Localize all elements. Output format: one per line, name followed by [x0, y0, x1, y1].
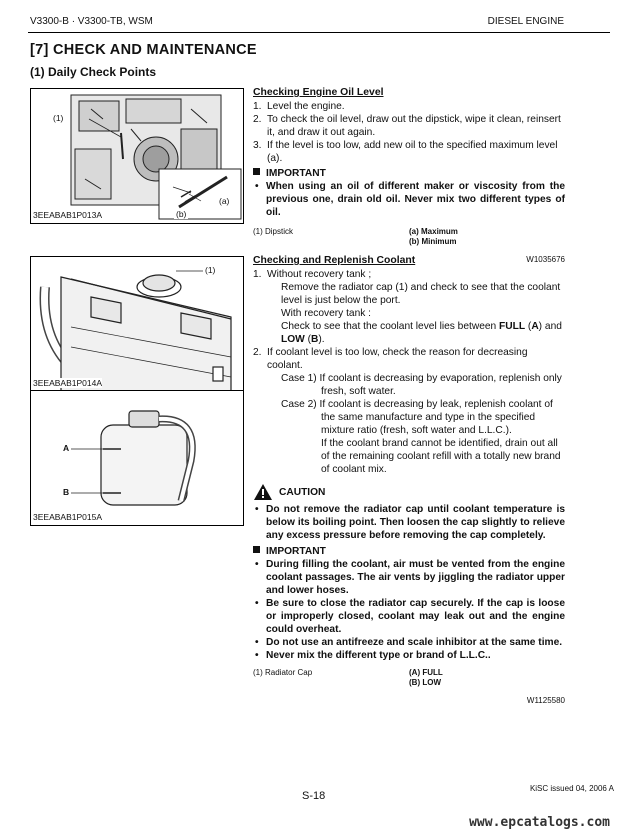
coolant-legend: [253, 666, 565, 692]
figure-code: 3EEABAB1P015A: [33, 512, 102, 522]
tank-illustration: [31, 391, 243, 525]
figure-code: 3EEABAB1P013A: [33, 210, 102, 220]
callout-1: (1): [205, 265, 216, 275]
coolant-section: [253, 254, 565, 707]
legend-low: (B) LOW: [409, 678, 441, 687]
oil-legend: [253, 225, 565, 251]
important-item: • Never mix the different type or brand of L.L.C..: [253, 649, 565, 662]
caution-heading: CAUTION: [253, 486, 565, 503]
figure-code: 3EEABAB1P014A: [33, 378, 102, 388]
important-item: • During filling the coolant, air must be vented from the engine coolant passages. The air vents by jiggling the radiator upper and lower hoses.: [253, 558, 565, 597]
square-bullet-icon: [253, 168, 260, 175]
legend-minimum: (b) Minimum: [409, 237, 457, 246]
square-bullet-icon: [253, 546, 260, 553]
header-rule: [28, 32, 610, 33]
watermark: www.epcatalogs.com: [469, 815, 610, 830]
callout-a: (a): [219, 196, 230, 206]
important-item: • Do not use an antifreeze and scale inhibitor at the same time.: [253, 636, 565, 649]
legend-full: (A) FULL: [409, 668, 443, 677]
oil-section: [253, 86, 565, 266]
header-right: DIESEL ENGINE: [487, 16, 564, 27]
label-full-a: A: [63, 443, 70, 453]
coolant-title: Checking and Replenish Coolant: [253, 255, 416, 266]
recovery-tank-figure: [30, 390, 244, 526]
page-title: [7] CHECK AND MAINTENANCE: [30, 42, 257, 58]
coolant-important-heading: IMPORTANT: [253, 545, 565, 558]
oil-title: Checking Engine Oil Level: [253, 87, 384, 98]
page-number: S-18: [302, 790, 326, 802]
oil-steps: [253, 100, 565, 165]
oil-step: 2. To check the oil level, draw out the dipstick, wipe it clean, reinsert it, and draw it out again.: [253, 114, 561, 138]
coolant-step-1: 1. Without recovery tank ; Remove the radiator cap (1) and check to see that the coolant level is just below the port. With recovery tank : Check to see that the coolant level lies between FULL (A) and LOW (B).: [253, 269, 562, 345]
oil-important-text: • When using an oil of different maker or viscosity from the previous one, drain old oil. Never mix two different types of oil.: [253, 180, 565, 219]
oil-code: W1035676: [526, 255, 565, 264]
header-left: V3300-B · V3300-TB, WSM: [30, 16, 153, 27]
legend-maximum: (a) Maximum: [409, 227, 458, 236]
issue-info: KiSC issued 04, 2006 A: [529, 784, 614, 793]
radiator-cap-figure: [30, 256, 244, 392]
important-item: • Be sure to close the radiator cap securely. If the cap is loose or improperly closed, coolant may leak out and the engine could overheat.: [253, 597, 565, 636]
page-subtitle: (1) Daily Check Points: [30, 65, 157, 79]
label-low-b: B: [63, 487, 70, 497]
oil-important-heading: IMPORTANT: [253, 167, 565, 180]
engine-illustration: [31, 89, 243, 223]
legend-dipstick: (1) Dipstick: [253, 227, 294, 236]
callout-1: (1): [53, 113, 64, 123]
warning-triangle-icon: [253, 483, 273, 501]
coolant-code: W1125580: [526, 696, 565, 705]
oil-step: 3. If the level is too low, add new oil to the specified maximum level (a).: [253, 140, 558, 164]
engine-dipstick-figure: [30, 88, 244, 224]
oil-step: 1. Level the engine.: [253, 101, 345, 112]
coolant-step-2: 2. If coolant level is too low, check the reason for decreasing coolant. Case 1) If coolant is decreasing by evaporation, replenish only fresh, soft water. Case 2) If coolant is decreasing by leak, replenish coolant of the same manufacture and type in the specified mixture ratio (fresh, soft water and L.L.C.). If the coolant brand cannot be identified, drain out all of the remaining coolant refill with a totally new brand of coolant mix.: [253, 347, 562, 475]
legend-radiator-cap: (1) Radiator Cap: [253, 668, 313, 677]
radiator-illustration: [31, 257, 243, 391]
callout-b: (b): [176, 209, 187, 219]
caution-text: • Do not remove the radiator cap until coolant temperature is below its boiling point. Then loosen the cap slightly to relieve any excess pressure before removing the cap completely.: [253, 503, 565, 542]
